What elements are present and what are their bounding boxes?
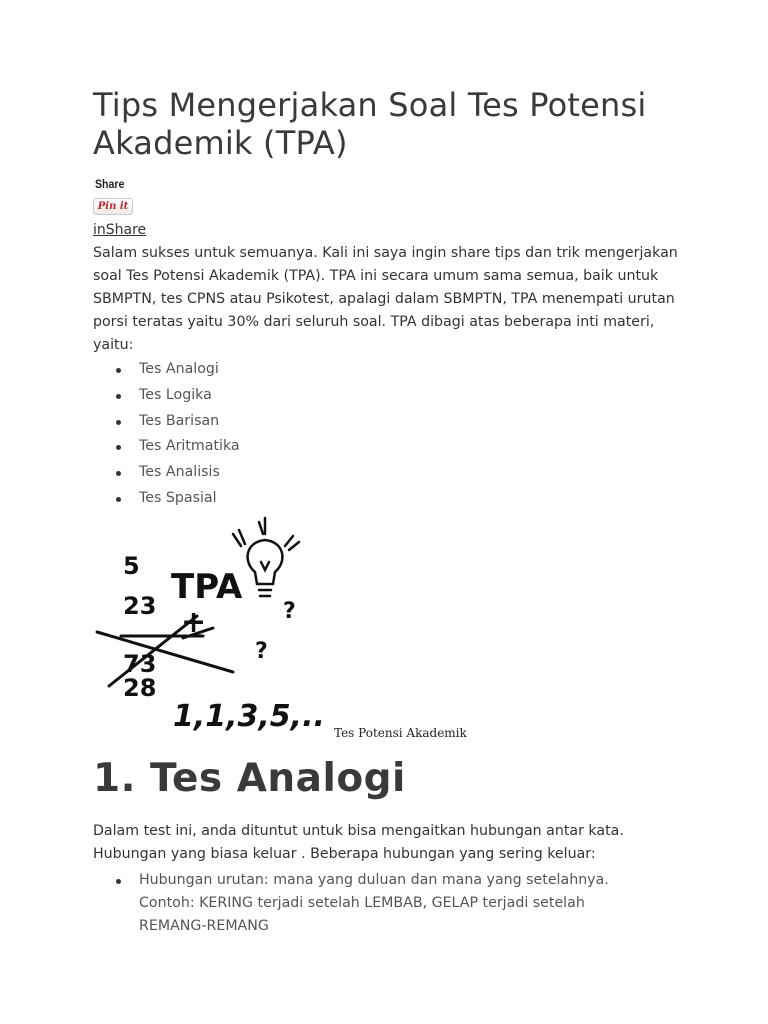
figure-cross-line-1	[97, 632, 233, 672]
list-item: Tes Analisis	[93, 461, 240, 487]
figure-sequence: 1,1,3,5,..	[173, 699, 325, 734]
figure-number-5: 5	[123, 552, 140, 580]
share-label[interactable]: Share	[95, 177, 125, 191]
section-intro: Dalam test ini, anda dituntut untuk bisa mengaitkan hubungan antar kata. Hubungan yang biasa keluar . Beberapa hubungan yang sering keluar:	[93, 823, 624, 862]
list-item: Hubungan urutan: mana yang duluan dan mana yang setelahnya. Contoh: KERING terjadi setelah LEMBAB, GELAP terjadi setelah REMANG-REMANG	[93, 869, 653, 938]
article-title: Tips Mengerjakan Soal Tes Potensi Akademik (TPA)	[93, 86, 647, 162]
light-bulb-icon	[233, 518, 299, 596]
list-item: Tes Barisan	[93, 410, 240, 436]
figure-number-28: 28	[123, 674, 157, 702]
figure-number-73: 73	[123, 650, 157, 678]
list-item: Tes Aritmatika	[93, 435, 240, 461]
figure-number-23: 23	[123, 592, 157, 620]
inshare-link[interactable]: inShare	[93, 222, 147, 238]
section-heading: 1. Tes Analogi	[93, 756, 406, 801]
pinit-button[interactable]: Pin it	[93, 198, 133, 215]
tpa-illustration	[93, 512, 493, 748]
list-item: Tes Spasial	[93, 487, 240, 513]
list-item: Tes Analogi	[93, 358, 240, 384]
figure-question-2: ?	[255, 639, 268, 664]
figure-caption: Tes Potensi Akademik	[334, 726, 467, 740]
figure-tpa-text: TPA	[171, 567, 243, 607]
materi-list	[93, 358, 240, 513]
figure-question-1: ?	[283, 599, 296, 624]
hubungan-list	[93, 869, 653, 938]
list-item: Tes Logika	[93, 384, 240, 410]
intro-paragraph: Salam sukses untuk semuanya. Kali ini saya ingin share tips dan trik mengerjakan soal Tes Potensi Akademik (TPA). TPA ini secara umum sama semua, baik untuk SBMPTN, tes CPNS atau Psikotest, apalagi dalam SBMPTN, TPA menempati urutan porsi teratas yaitu 30% dari seluruh soal. TPA dibagi atas beberapa inti materi, yaitu:	[93, 245, 678, 353]
figure-plus: +	[181, 605, 207, 640]
